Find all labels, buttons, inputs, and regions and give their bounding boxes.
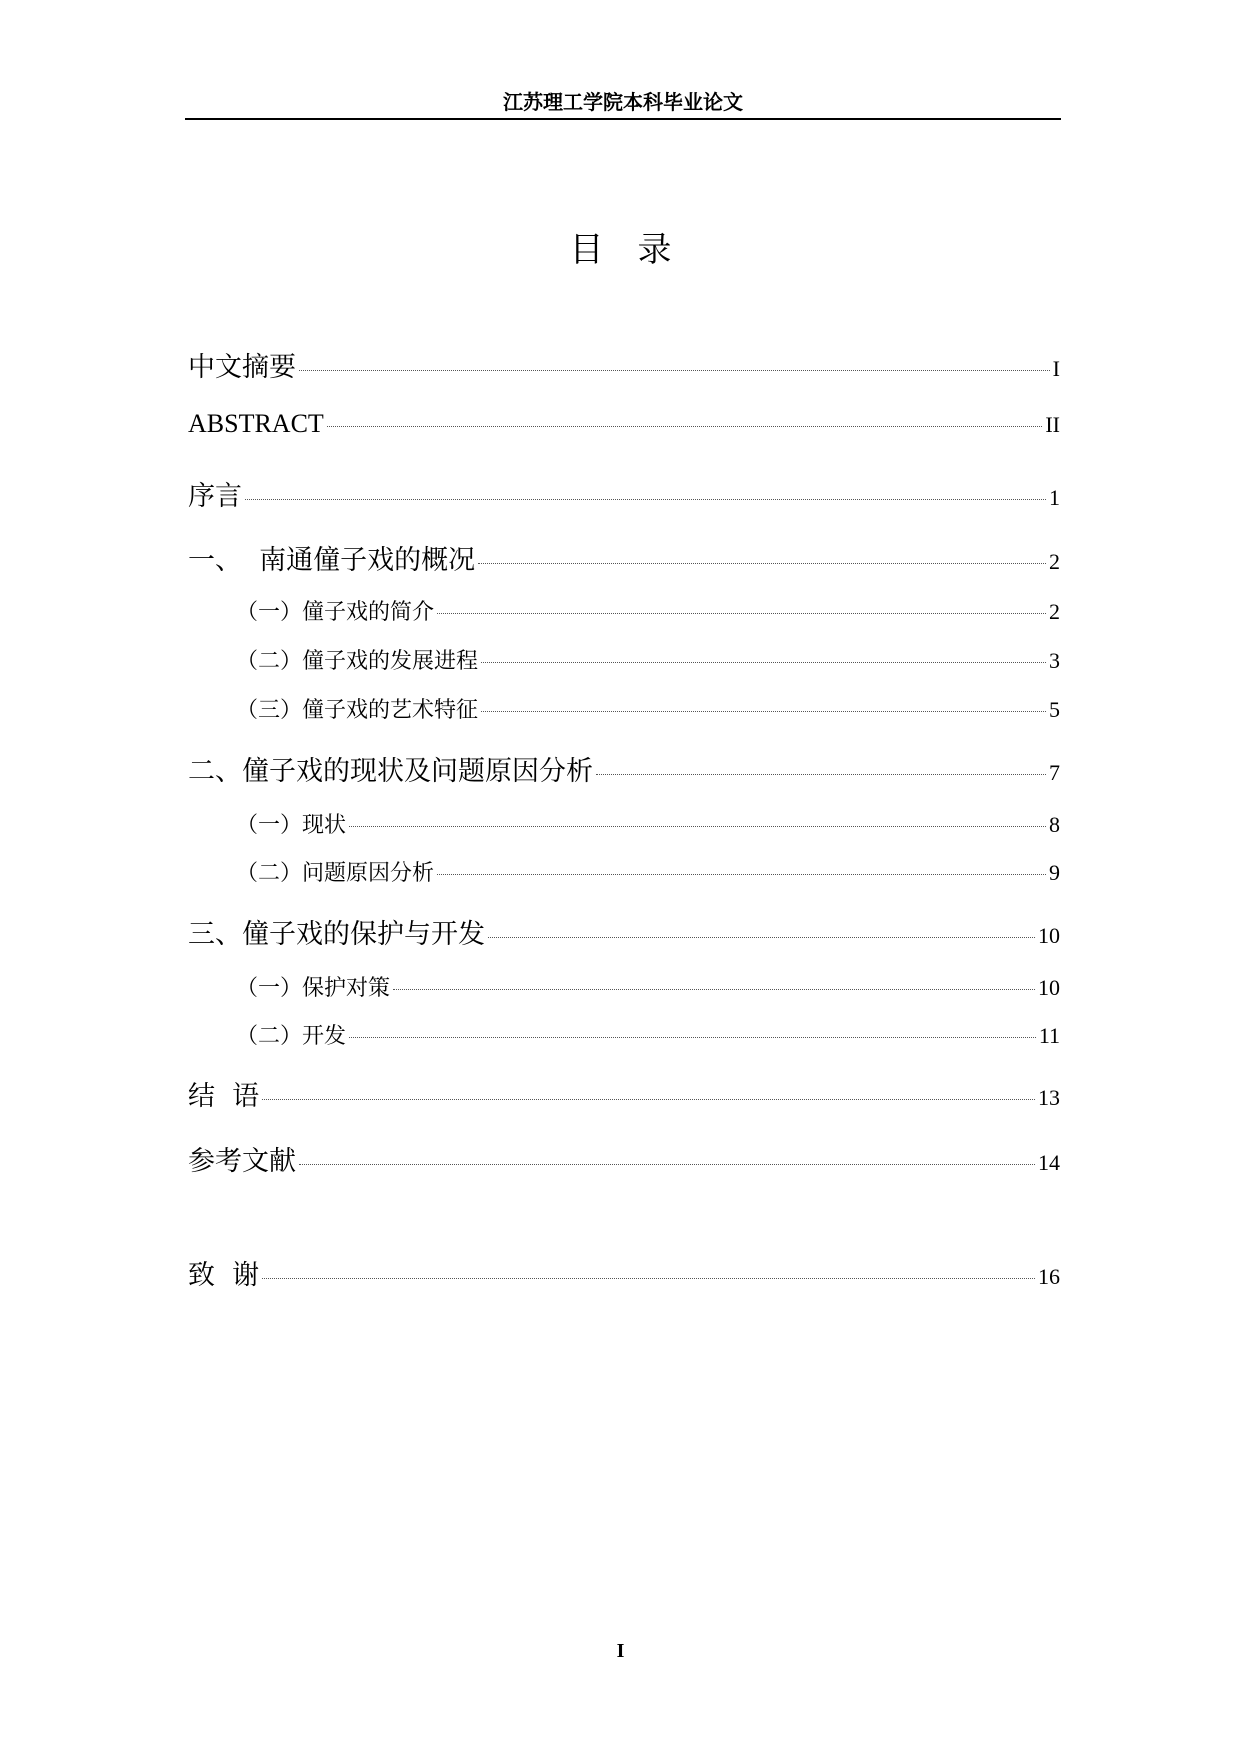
toc-entry-section-3-1[interactable] xyxy=(188,971,1060,1002)
toc-entry-page: 11 xyxy=(1038,1023,1060,1048)
toc-entry-label: （一）保护对策 xyxy=(236,976,391,1001)
toc-entry-page: 2 xyxy=(1049,549,1060,574)
header-rule xyxy=(185,118,1061,120)
toc-entry-label: 二、僮子戏的现状及问题原因分析 xyxy=(188,756,593,787)
page-number: I xyxy=(616,1640,625,1662)
dot-leader xyxy=(481,662,1046,663)
toc-entry-page: 16 xyxy=(1038,1264,1060,1289)
toc-entry-section-1-1[interactable] xyxy=(188,595,1060,626)
toc-entry-section-2-2[interactable] xyxy=(188,856,1060,887)
dot-leader xyxy=(481,711,1046,712)
running-header-title: 江苏理工学院本科毕业论文 xyxy=(503,90,743,114)
toc-entry-page: 7 xyxy=(1049,760,1060,785)
toc-entry-page: 1 xyxy=(1049,485,1060,510)
toc-entry-section-2-1[interactable] xyxy=(188,808,1060,839)
toc-entry-label: 结 语 xyxy=(188,1081,260,1112)
toc-entry-chinese-abstract[interactable] xyxy=(188,345,1060,384)
toc-entry-label: （二）问题原因分析 xyxy=(236,861,435,886)
dot-leader xyxy=(299,370,1050,371)
toc-entry-page: 14 xyxy=(1038,1150,1060,1175)
toc-entry-label: ABSTRACT xyxy=(188,409,324,438)
toc-entry-references[interactable] xyxy=(188,1139,1060,1178)
toc-entry-preface[interactable] xyxy=(188,474,1060,513)
dot-leader xyxy=(262,1278,1035,1279)
toc-entry-page: 9 xyxy=(1049,860,1060,885)
toc-entry-chapter-3[interactable] xyxy=(188,912,1060,951)
toc-entry-page: 2 xyxy=(1049,599,1060,624)
toc-entry-label: （二）僮子戏的发展进程 xyxy=(236,649,479,674)
dot-leader xyxy=(327,426,1043,427)
toc-entry-section-1-3[interactable] xyxy=(188,693,1060,724)
dot-leader xyxy=(349,826,1046,827)
dot-leader xyxy=(349,1037,1036,1038)
toc-entry-page: 5 xyxy=(1049,697,1060,722)
toc-entry-section-3-2[interactable] xyxy=(188,1019,1060,1050)
toc-entry-label: 一、 南通僮子戏的概况 xyxy=(188,545,476,576)
toc-entry-chapter-1[interactable] xyxy=(188,538,1060,577)
toc-entry-conclusion[interactable] xyxy=(188,1074,1060,1113)
dot-leader xyxy=(478,563,1046,564)
toc-entry-label: （三）僮子戏的艺术特征 xyxy=(236,698,479,723)
toc-entry-label: 致 谢 xyxy=(188,1260,260,1291)
toc-entry-page: 13 xyxy=(1038,1085,1060,1110)
dot-leader xyxy=(437,613,1046,614)
toc-entry-page: I xyxy=(1052,356,1060,381)
dot-leader xyxy=(596,774,1046,775)
dot-leader xyxy=(393,989,1035,990)
toc-title: 目录 xyxy=(569,230,706,270)
toc-entry-acknowledgements[interactable] xyxy=(188,1253,1060,1292)
dot-leader xyxy=(262,1099,1035,1100)
toc-entry-chapter-2[interactable] xyxy=(188,749,1060,788)
toc-entry-label: 中文摘要 xyxy=(188,352,296,383)
toc-entry-page: II xyxy=(1045,412,1060,437)
dot-leader xyxy=(488,937,1035,938)
toc-entry-label: 三、僮子戏的保护与开发 xyxy=(188,919,485,950)
toc-entry-section-1-2[interactable] xyxy=(188,644,1060,675)
dot-leader xyxy=(299,1164,1035,1165)
toc-entry-label: 参考文献 xyxy=(188,1146,296,1177)
dot-leader xyxy=(437,874,1046,875)
toc-entry-page: 10 xyxy=(1038,975,1060,1000)
toc-entry-page: 3 xyxy=(1049,648,1060,673)
toc-entry-page: 8 xyxy=(1049,812,1060,837)
toc-entry-label: （二）开发 xyxy=(236,1024,347,1049)
toc-entry-page: 10 xyxy=(1038,923,1060,948)
toc-entry-abstract[interactable] xyxy=(188,409,1060,439)
toc-entry-label: 序言 xyxy=(188,481,242,512)
toc-entry-label: （一）现状 xyxy=(236,813,347,838)
dot-leader xyxy=(245,499,1046,500)
toc-entry-label: （一）僮子戏的简介 xyxy=(236,600,435,625)
